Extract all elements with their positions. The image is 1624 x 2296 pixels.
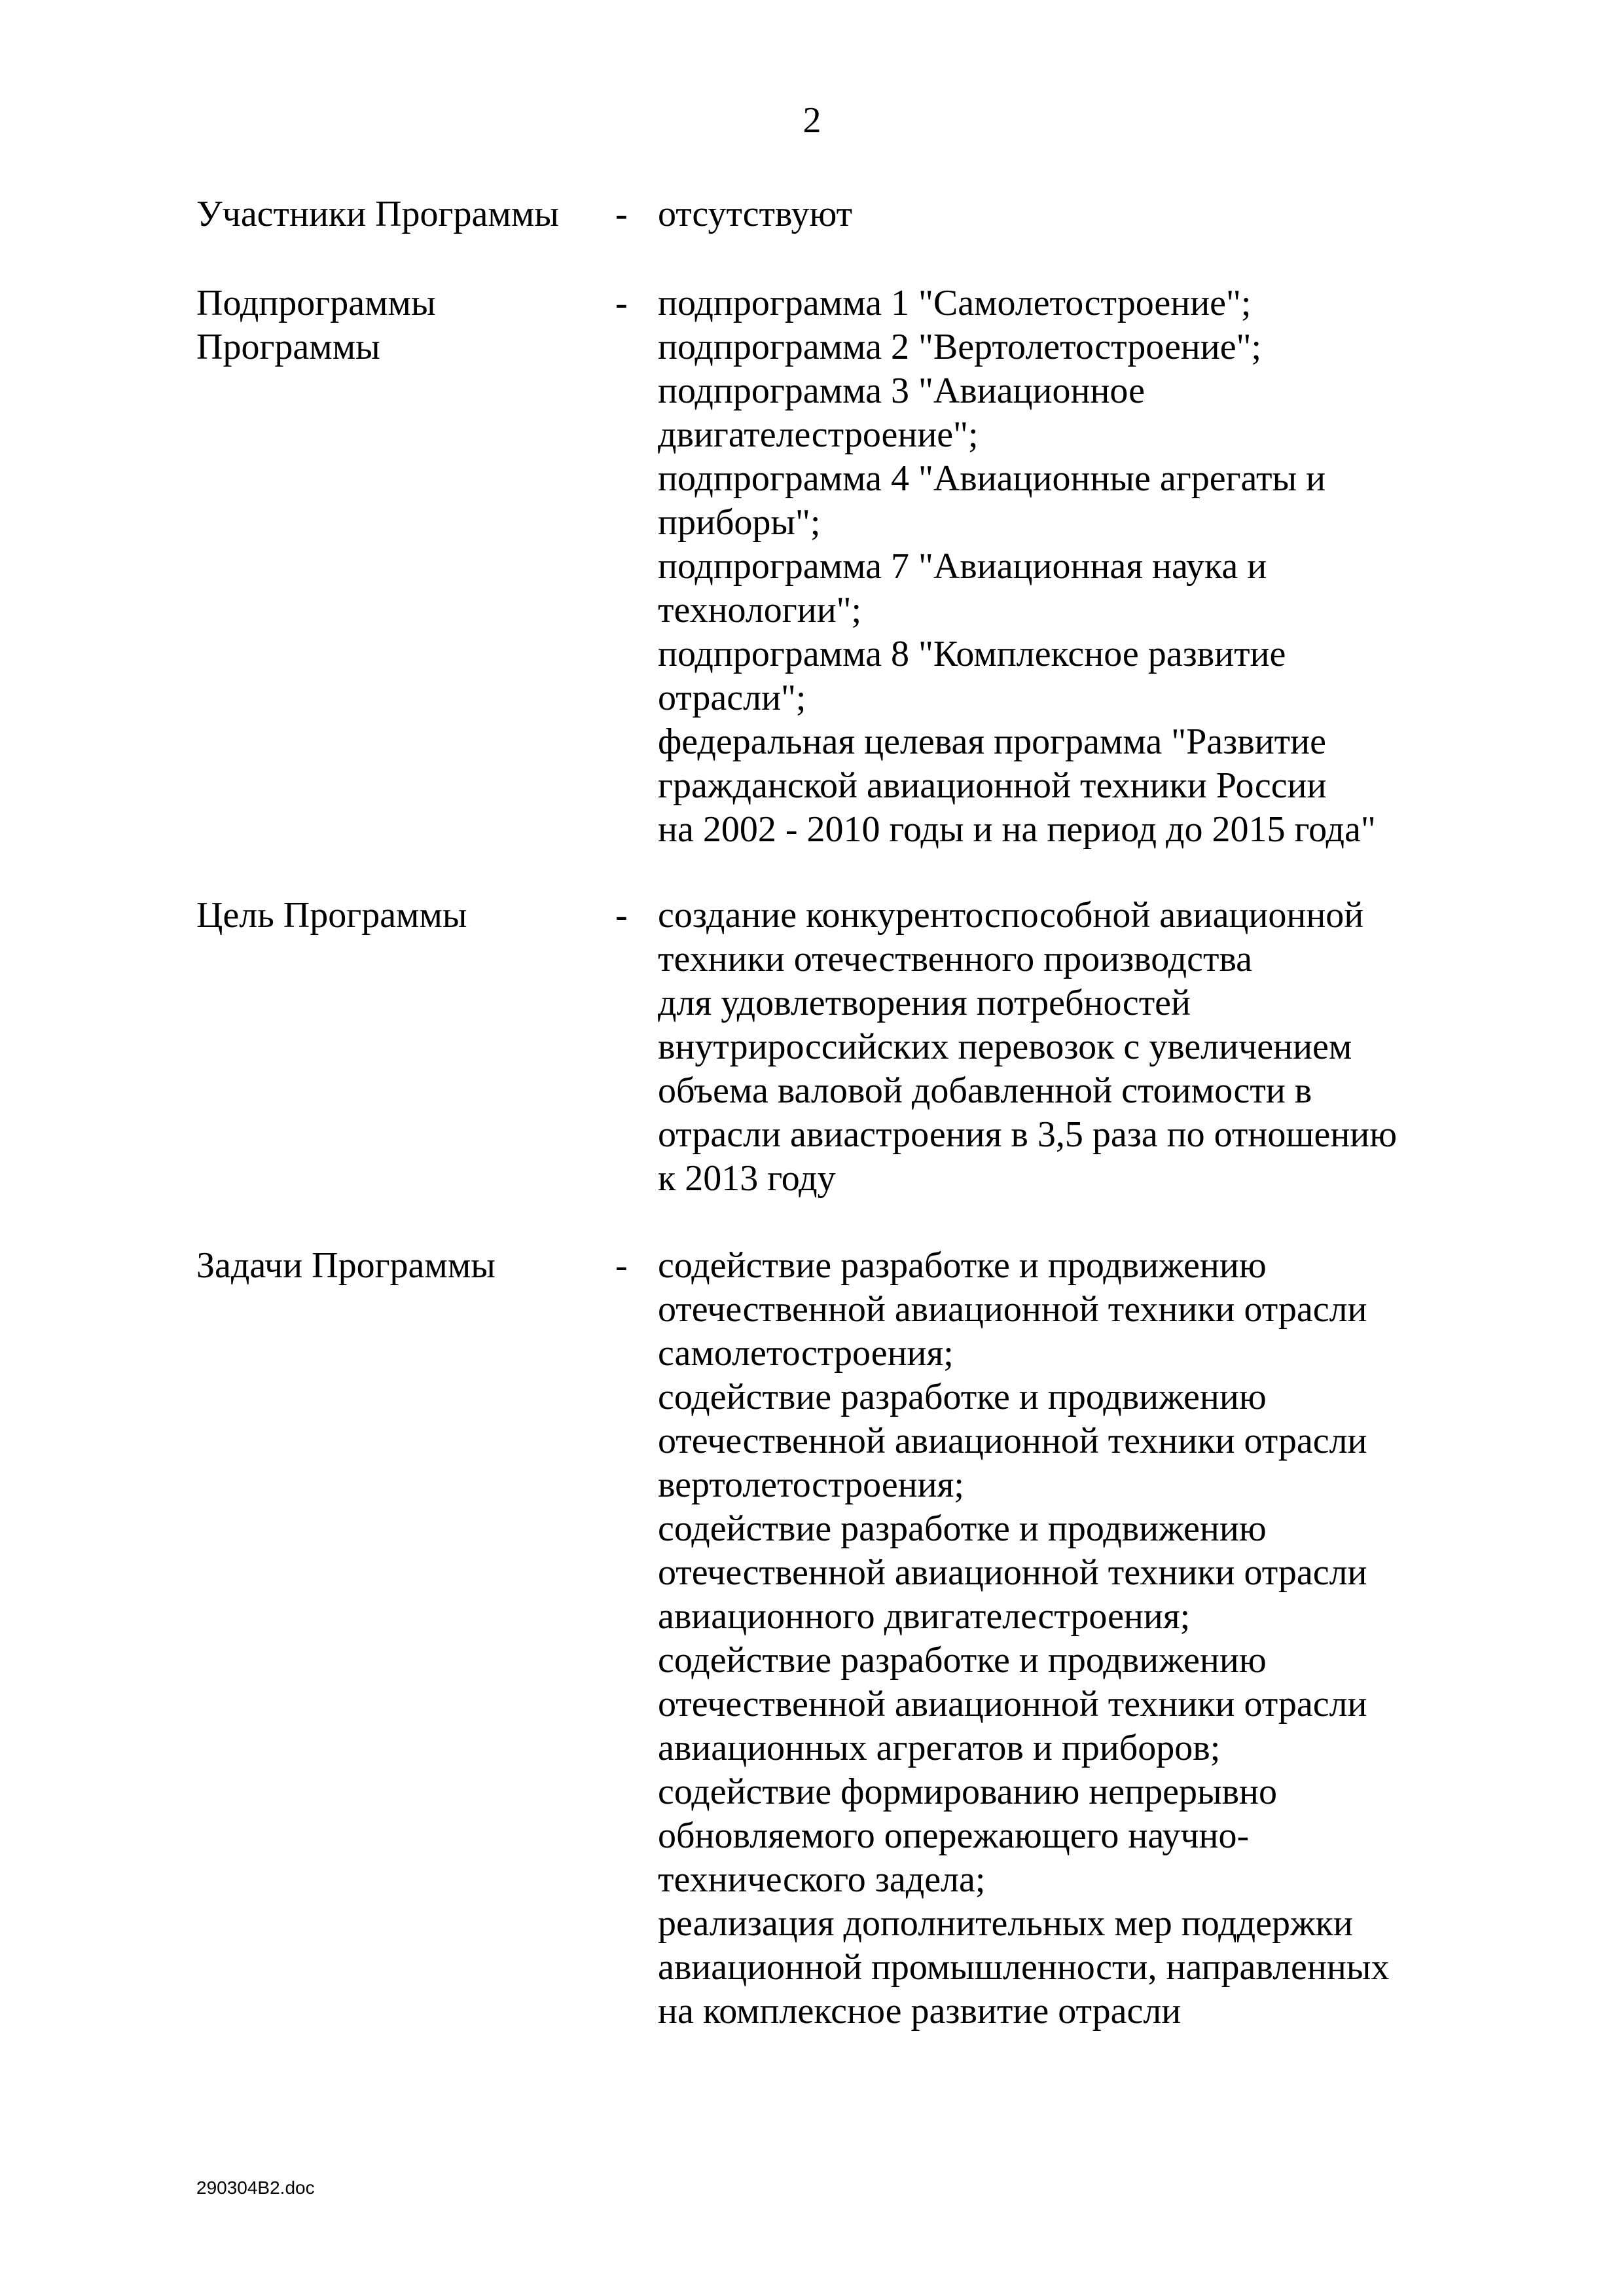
content-line: авиационного двигателестроения; — [658, 1596, 1191, 1637]
content-line: для удовлетворения потребностей — [658, 983, 1191, 1023]
content-line: самолетостроения; — [658, 1333, 954, 1374]
content-line: создание конкурентоспособной авиационной — [658, 895, 1364, 936]
dash-separator: - — [615, 1245, 628, 1286]
content-line: подпрограмма 7 "Авиационная наука и — [658, 546, 1267, 587]
dash-separator: - — [615, 283, 628, 323]
section-label — [196, 282, 589, 369]
content-line: подпрограмма 2 "Вертолетостроение"; — [658, 327, 1262, 367]
content-line: объема валовой добавленной стоимости в — [658, 1070, 1312, 1111]
content-line: авиационной промышленности, направленных — [658, 1947, 1390, 1988]
file-name-footer: 290304B2.doc — [196, 2178, 315, 2198]
content-line: отечественной авиационной техники отрасли — [658, 1421, 1367, 1461]
content-line: отрасли"; — [658, 678, 806, 718]
content-line: содействие разработке и продвижению — [658, 1640, 1267, 1681]
content-line: реализация дополнительных мер поддержки — [658, 1903, 1353, 1944]
section-content — [658, 894, 1456, 1201]
content-line: подпрограмма 4 "Авиационные агрегаты и — [658, 458, 1326, 499]
section-content — [658, 282, 1456, 852]
content-line: подпрограмма 3 "Авиационное — [658, 371, 1145, 411]
content-line: отечественной авиационной техники отрасли — [658, 1684, 1367, 1724]
content-line: внутрироссийских перевозок с увеличением — [658, 1027, 1352, 1067]
content-line: содействие формированию непрерывно — [658, 1772, 1278, 1812]
section-content — [658, 192, 1456, 236]
content-line: содействие разработке и продвижению — [658, 1245, 1267, 1286]
content-line: федеральная целевая программа "Развитие — [658, 721, 1326, 762]
page-number: 2 — [803, 100, 821, 141]
label-line: Цель Программы — [196, 895, 467, 936]
dash-separator: - — [615, 895, 628, 936]
content-line: техники отечественного производства — [658, 939, 1253, 979]
label-line: Программы — [196, 327, 380, 367]
content-line: гражданской авиационной техники России — [658, 765, 1327, 806]
dash-separator: - — [615, 194, 628, 234]
content-line: технологии"; — [658, 590, 862, 630]
content-line: технического задела; — [658, 1859, 986, 1900]
content-line: содействие разработке и продвижению — [658, 1508, 1267, 1549]
section-label — [196, 192, 589, 236]
content-line: обновляемого опережающего научно- — [658, 1815, 1250, 1856]
label-line: Подпрограммы — [196, 283, 436, 323]
content-line: отечественной авиационной техники отрасли — [658, 1552, 1367, 1593]
content-line: к 2013 году — [658, 1158, 836, 1199]
content-line: приборы"; — [658, 502, 821, 543]
section-label — [196, 1244, 589, 1288]
section-label — [196, 894, 589, 938]
content-line: подпрограмма 8 "Комплексное развитие — [658, 634, 1286, 674]
content-line: на 2002 - 2010 годы и на период до 2015 года" — [658, 809, 1376, 850]
content-line: отсутствуют — [658, 194, 853, 234]
content-line: отрасли авиастроения в 3,5 раза по отношению — [658, 1114, 1398, 1155]
content-line: двигателестроение"; — [658, 414, 979, 455]
section-content — [658, 1244, 1456, 2033]
content-line: подпрограмма 1 "Самолетостроение"; — [658, 283, 1252, 323]
label-line: Участники Программы — [196, 194, 559, 234]
label-line: Задачи Программы — [196, 1245, 496, 1286]
content-line: вертолетостроения; — [658, 1465, 964, 1505]
content-line: авиационных агрегатов и приборов; — [658, 1728, 1221, 1768]
content-line: отечественной авиационной техники отрасли — [658, 1289, 1367, 1330]
content-line: на комплексное развитие отрасли — [658, 1991, 1182, 2032]
content-line: содействие разработке и продвижению — [658, 1377, 1267, 1417]
